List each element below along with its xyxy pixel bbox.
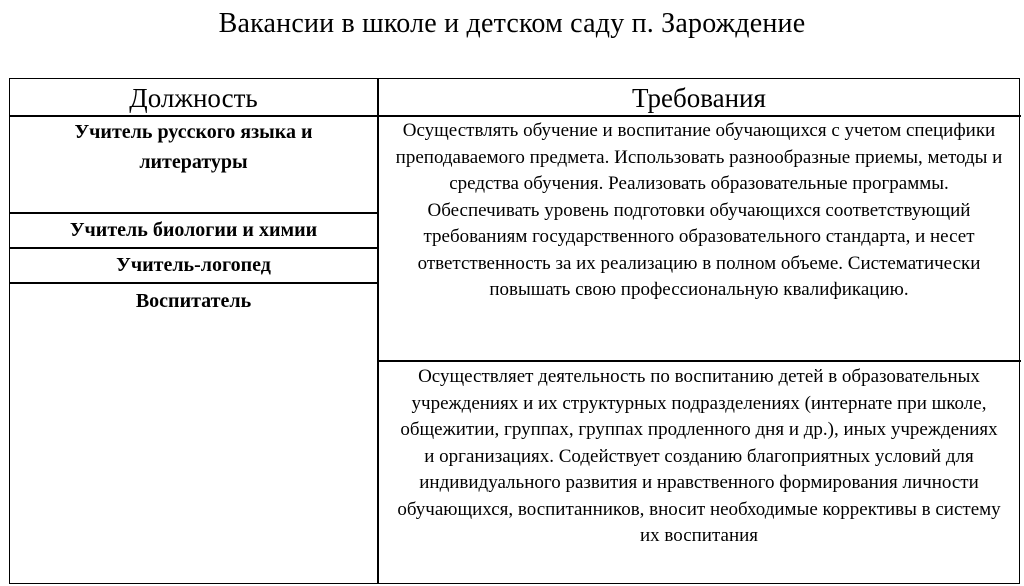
position-biology-teacher: Учитель биологии и химии: [69, 219, 318, 241]
row-divider: [10, 282, 377, 284]
header-requirements: Требования: [632, 83, 766, 113]
vacancies-table: [9, 78, 1020, 584]
header-position: Должность: [129, 83, 258, 113]
position-russian-teacher: Учитель русского языка и литературы: [74, 121, 313, 173]
requirements-teachers: Осуществлять обучение и воспитание обучающихся с учетом специфики преподаваемого предмета. Использовать разнообразные приемы, методы и средства обучения. Реализовать образовательные программы. Обеспечивать уровень подготовки обучающихся соответствующий требованиям государственного образовательного стандарта, и несет ответственность за их реализацию в полном объеме. Систематически повышать свою профессиональную квалификацию.: [395, 120, 1003, 300]
requirements-educator: Осуществляет деятельность по воспитанию детей в образовательных учреждениях и их структурных подразделениях (интернате при школе, общежитии, группах, группах продленного дня и др.), иных учреждениях и организациях. Содействует созданию благоприятных условий для индивидуального развития и нравственного формирования личности обучающихся, воспитанников, вносит необходимые коррективы в систему их воспитания: [397, 366, 1001, 546]
page-title: Вакансии в школе и детском саду п. Зарождение: [218, 8, 806, 39]
position-speech-therapist: Учитель-логопед: [116, 254, 271, 276]
row-divider: [379, 360, 1021, 362]
row-divider: [10, 212, 377, 214]
position-educator: Воспитатель: [135, 290, 252, 312]
row-divider: [10, 247, 377, 249]
